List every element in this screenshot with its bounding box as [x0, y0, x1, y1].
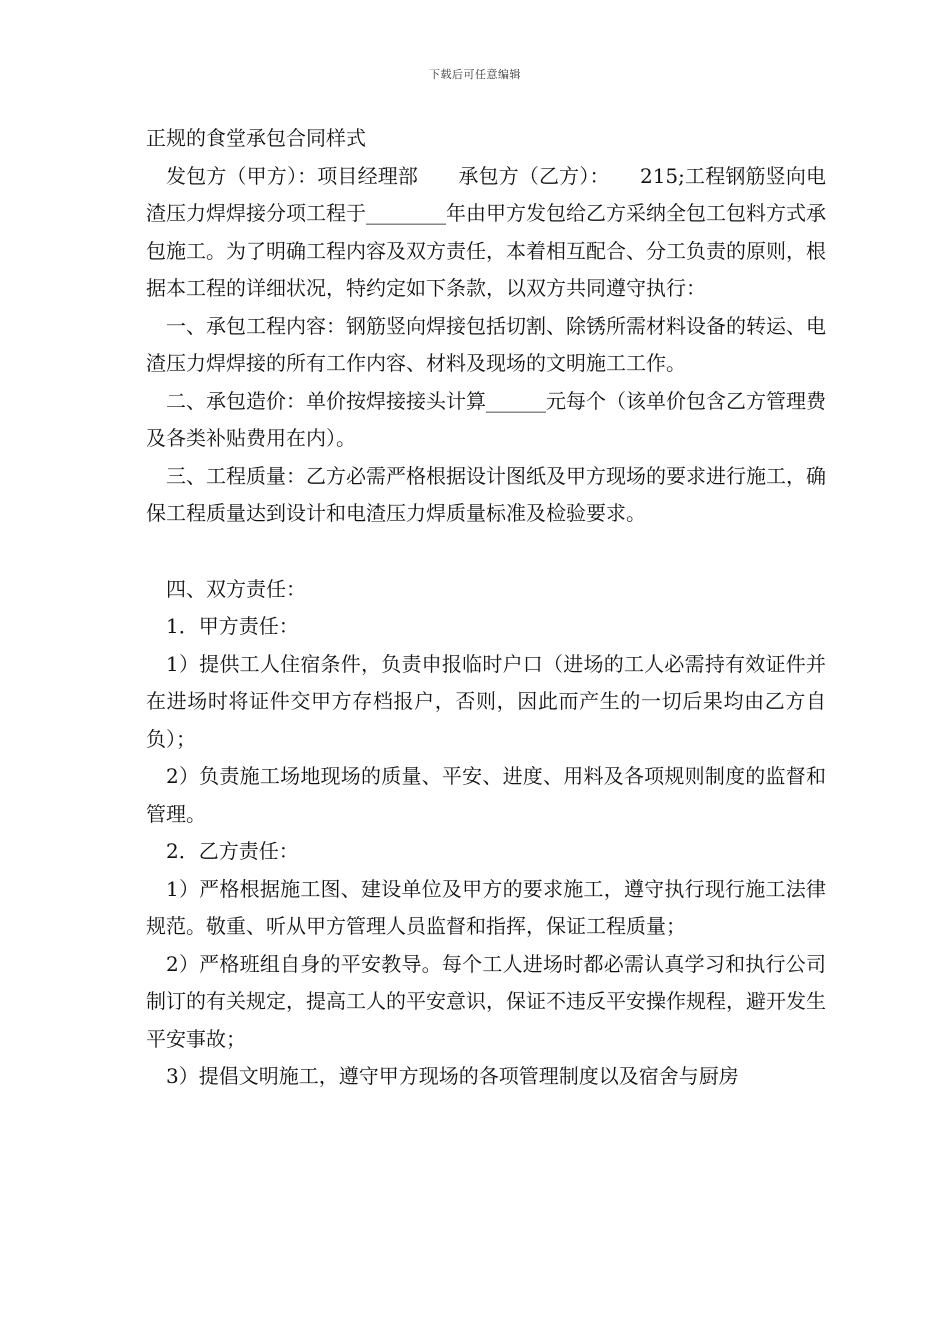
party-b-item-1: 1）严格根据施工图、建设单位及甲方的要求施工，遵守执行现行施工法律规范。敬重、听从甲方管理人员监督和指挥，保证工程质量；	[146, 876, 826, 938]
party-a-item-2: 2）负责施工场地现场的质量、平安、进度、用料及各项规则制度的监督和管理。	[146, 764, 826, 826]
section-4-heading: 四、双方责任：	[166, 576, 306, 601]
party-a-heading: 1．甲方责任：	[166, 614, 299, 638]
document-body	[146, 120, 826, 1096]
party-b-heading: 2．乙方责任：	[166, 839, 299, 863]
section-3-paragraph: 三、工程质量：乙方必需严格根据设计图纸及甲方现场的要求进行施工，确保工程质量达到设计和电渣压力焊质量标准及检验要求。	[146, 463, 826, 525]
section-1-paragraph: 一、承包工程内容：钢筋竖向焊接包括切割、除锈所需材料设备的转运、电渣压力焊焊接的所有工作内容、材料及现场的文明施工工作。	[146, 313, 826, 375]
party-b-item-3: 3）提倡文明施工，遵守甲方现场的各项管理制度以及宿舍与厨房	[166, 1064, 739, 1088]
page-header-note: 下载后可任意编辑	[429, 68, 521, 81]
party-a-item-1: 1）提供工人住宿条件，负责申报临时户口（进场的工人必需持有效证件并在进场时将证件交甲方存档报户，否则，因此而产生的一切后果均由乙方自负）；	[146, 651, 826, 751]
section-2-paragraph: 二、承包造价：单价按焊接接头计算______元每个（该单价包含乙方管理费及各类补贴费用在内）。	[146, 388, 826, 450]
party-b-item-2: 2）严格班组自身的平安教导。每个工人进场时都必需认真学习和执行公司制订的有关规定，提高工人的平安意识，保证不违反平安操作规程，避开发生平安事故；	[146, 951, 826, 1051]
intro-paragraph: 发包方（甲方）：项目经理部 承包方（乙方）： 215;工程钢筋竖向电渣压力焊焊接分项工程于________年由甲方发包给乙方采纳全包工包料方式承包施工。为了明确工程内容及双方责任，本着相互配合、分工负责的原则，根据本工程的详细状况，特约定如下条款，以双方共同遵守执行：	[146, 163, 826, 300]
document-title: 正规的食堂承包合同样式	[146, 126, 366, 150]
paragraph-spacer	[146, 533, 826, 571]
